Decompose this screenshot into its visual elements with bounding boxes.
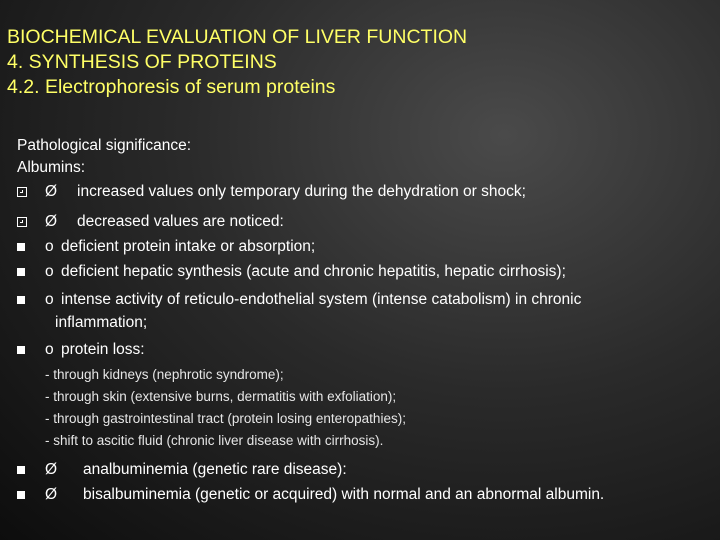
item-text: decreased values are noticed: — [77, 213, 284, 230]
sub-item: - shift to ascitic fluid (chronic liver disease with cirrhosis). — [45, 433, 384, 448]
arrow-bullet-icon: Ø — [45, 183, 58, 200]
item-text-continuation: inflammation; — [55, 314, 148, 331]
list-item — [45, 182, 526, 202]
circle-bullet-icon: o — [45, 263, 54, 280]
circle-bullet-icon: o — [45, 341, 54, 358]
list-item — [45, 262, 566, 282]
sub-item: - through skin (extensive burns, dermatitis with exfoliation); — [45, 389, 397, 404]
list-item — [45, 485, 604, 505]
solid-square-bullet-icon — [17, 346, 25, 354]
arrow-bullet-icon: Ø — [45, 486, 58, 503]
item-text: increased values only temporary during the dehydration or shock; — [77, 183, 526, 200]
item-text: intense activity of reticulo-endothelial system (intense catabolism) in chronic — [61, 291, 582, 308]
list-item — [45, 340, 145, 360]
title-line-1: BIOCHEMICAL EVALUATION OF LIVER FUNCTION — [7, 26, 468, 48]
arrow-bullet-icon: Ø — [45, 213, 58, 230]
list-item — [45, 212, 284, 232]
arrow-bullet-icon: Ø — [45, 461, 58, 478]
sub-item: - through gastrointestinal tract (protein losing enteropathies); — [45, 411, 406, 426]
item-text: deficient protein intake or absorption; — [61, 238, 316, 255]
list-item — [45, 460, 347, 480]
solid-square-bullet-icon — [17, 243, 25, 251]
item-text: deficient hepatic synthesis (acute and chronic hepatitis, hepatic cirrhosis); — [61, 263, 566, 280]
solid-square-bullet-icon — [17, 268, 25, 276]
title-line-3: 4.2. Electrophoresis of serum proteins — [7, 76, 336, 98]
hollow-square-bullet-icon — [17, 217, 27, 227]
hollow-square-bullet-icon — [17, 187, 27, 197]
solid-square-bullet-icon — [17, 466, 25, 474]
title-line-2: 4. SYNTHESIS OF PROTEINS — [7, 51, 277, 73]
list-item — [45, 237, 315, 257]
heading-albumins: Albumins: — [17, 159, 86, 176]
item-text: analbuminemia (genetic rare disease): — [83, 461, 347, 478]
slide-title — [7, 25, 467, 100]
item-text: protein loss: — [61, 341, 145, 358]
sub-item: - through kidneys (nephrotic syndrome); — [45, 367, 284, 382]
solid-square-bullet-icon — [17, 491, 25, 499]
circle-bullet-icon: o — [45, 238, 54, 255]
heading-pathological: Pathological significance: — [17, 137, 192, 154]
item-text: bisalbuminemia (genetic or acquired) with normal and an abnormal albumin. — [83, 486, 605, 503]
circle-bullet-icon: o — [45, 291, 54, 308]
solid-square-bullet-icon — [17, 296, 25, 304]
list-item — [45, 290, 581, 310]
